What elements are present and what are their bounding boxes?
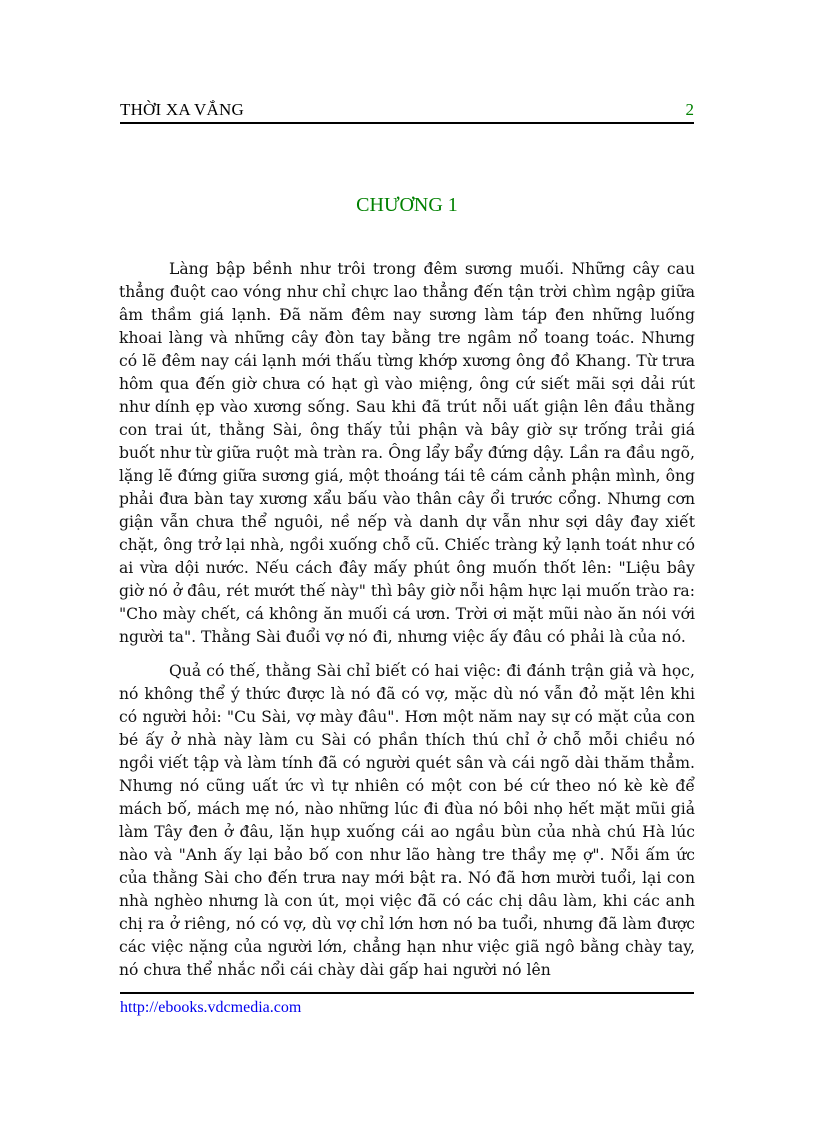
book-title: THỜI XA VẮNG	[120, 100, 244, 119]
footer-link[interactable]: http://ebooks.vdcmedia.com	[120, 999, 302, 1016]
paragraph: Quả có thế, thằng Sài chỉ biết có hai việc: đi đánh trận giả và học, nó không thể ý thức được là nó đã có vợ, mặc dù nó vẫn đỏ mặt lên khi có người hỏi: "Cu Sài, vợ mày đâu". Hơn một năm nay sự có mặt của con bé ấy ở nhà này làm cu Sài có phần thích thú chỉ ở chỗ mỗi chiều nó ngồi viết tập và làm tính đã có người quét sân và cái ngõ dài thăm thẳm. Nhưng nó cũng uất ức vì tự nhiên có một con bé cứ theo nó kè kè để mách bố, mách mẹ nó, nào những lúc đi đùa nó bôi nhọ hết mặt mũi giả làm Tây đen ở đâu, lặn hụp xuống cái ao ngầu bùn của nhà chú Hà lúc nào và "Anh ấy lại bảo bố con như lão hàng tre thầy mẹ ợ". Nỗi ấm ức của thằng Sài cho đến trưa nay mới bật ra. Nó đã hơn mười tuổi, lại con nhà nghèo nhưng là con út, mọi việc đã có các chị dâu làm, khi các anh chị ra ở riêng, nó có vợ, dù vợ chỉ lớn hơn nó ba tuổi, nhưng đã làm được các việc nặng của người lớn, chẳng hạn như việc giã ngô bằng chày tay, nó chưa thể nhắc nổi cái chày dài gấp hai người nó lên	[119, 662, 695, 979]
page-number: 2	[685, 100, 694, 119]
page-header	[120, 100, 694, 124]
body-text	[119, 258, 695, 982]
page-footer	[120, 992, 694, 1017]
paragraph: Làng bập bềnh như trôi trong đêm sương muối. Những cây cau thẳng đuột cao vóng như chỉ chực lao thẳng đến tận trời chìm ngập giữa âm thầm giá lạnh. Đã năm đêm nay sương làm táp đen những luống khoai làng và những cây đòn tay bằng tre ngâm nổ toang toác. Nhưng có lẽ đêm nay cái lạnh mới thấu từng khớp xương ông đồ Khang. Từ trưa hôm qua đến giờ chưa có hạt gì vào miệng, ông cứ siết mãi sợi dải rút như dính ẹp vào xương sống. Sau khi đã trút nỗi uất giận lên đầu thằng con trai út, thằng Sài, ông thấy tủi phận và bây giờ sự trống trải giá buốt như từ giữa ruột mà tràn ra. Ông lẩy bẩy đứng dậy. Lần ra đầu ngõ, lặng lẽ đứng giữa sương giá, một thoáng tái tê cám cảnh phận mình, ông phải đưa bàn tay xương xẩu bấu vào thân cây ổi trước cổng. Nhưng cơn giận vẫn chưa thể nguôi, nề nếp và danh dự vẫn như sợi dây đay xiết chặt, ông trở lại nhà, ngồi xuống chỗ cũ. Chiếc tràng kỷ lạnh toát như có ai vừa dội nước. Nếu cách đây mấy phút ông muốn thốt lên: "Liệu bây giờ nó ở đâu, rét mướt thế này" thì bây giờ nỗi hậm hực lại muốn trào ra: "Cho mày chết, cá không ăn muối cá ươn. Trời ơi mặt mũi nào ăn nói với người ta". Thằng Sài đuổi vợ nó đi, nhưng việc ấy đâu có phải là của nó.	[119, 260, 695, 646]
chapter-title: CHƯƠNG 1	[356, 194, 458, 216]
